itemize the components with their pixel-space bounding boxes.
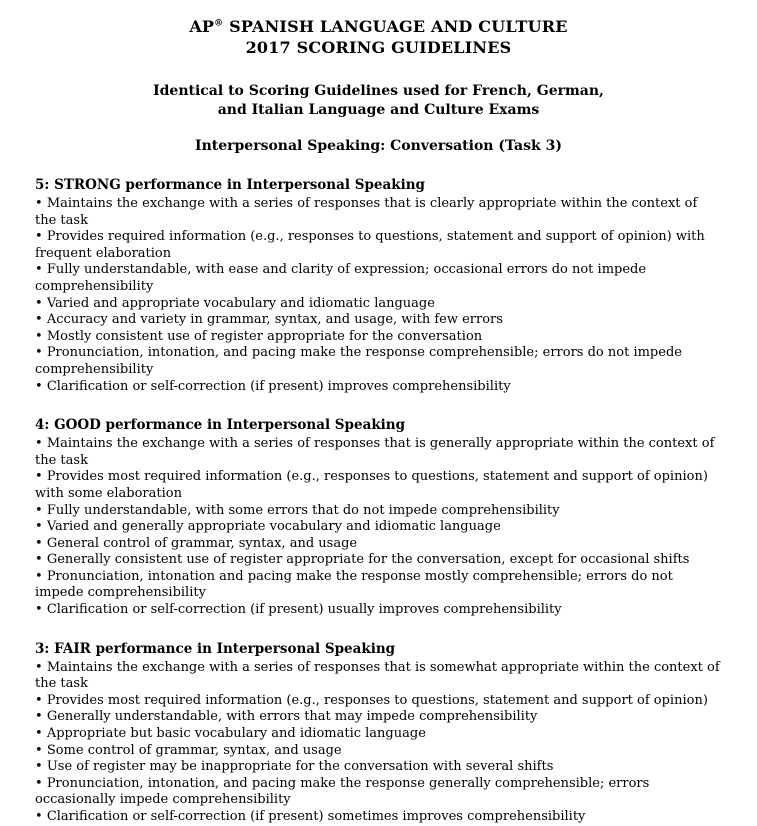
bullet-list	[35, 196, 722, 395]
section-heading: 5: STRONG performance in Interpersonal Speaking	[35, 177, 425, 193]
bullet-item: • Fully understandable, with some errors that do not impede comprehensibility	[35, 503, 722, 520]
bullet-list	[35, 436, 722, 619]
bullet-item: • Clarification or self-correction (if present) improves comprehensibility	[35, 379, 722, 396]
score-section	[35, 641, 722, 826]
title-rest: SPANISH LANGUAGE AND CULTURE	[223, 17, 568, 36]
bullet-item: • Fully understandable, with ease and clarity of expression; occasional errors do not impede comprehensibility	[35, 262, 722, 295]
bullet-item: • Use of register may be inappropriate for the conversation with several shifts	[35, 759, 722, 776]
bullet-item: • Generally understandable, with errors that may impede comprehensibility	[35, 709, 722, 726]
score-section	[35, 417, 722, 619]
document-subtitle	[35, 82, 722, 119]
bullet-item: • Maintains the exchange with a series of responses that is somewhat appropriate within the context of the task	[35, 660, 722, 693]
bullet-item: • Maintains the exchange with a series of responses that is generally appropriate within the context of the task	[35, 436, 722, 469]
section-heading: 3: FAIR performance in Interpersonal Speaking	[35, 640, 396, 657]
bullet-item: • Pronunciation, intonation, and pacing make the response generally comprehensible; errors occasionally impede comprehensibility	[35, 776, 722, 809]
registered-trademark-symbol: ®	[214, 18, 224, 29]
bullet-item: • General control of grammar, syntax, and usage	[35, 536, 722, 553]
bullet-list	[35, 660, 722, 826]
title-prefix: AP	[189, 17, 215, 36]
bullet-item: • Pronunciation, intonation, and pacing make the response comprehensible; errors do not impede comprehensibility	[35, 345, 722, 378]
bullet-item: • Provides most required information (e.g., responses to questions, statement and support of opinion)	[35, 693, 722, 710]
bullet-item: • Varied and appropriate vocabulary and idiomatic language	[35, 296, 722, 313]
score-section	[35, 177, 722, 395]
sections	[35, 177, 722, 826]
bullet-item: • Varied and generally appropriate vocabulary and idiomatic language	[35, 519, 722, 536]
document-title-line1	[35, 16, 722, 37]
section-heading: 4: GOOD performance in Interpersonal Speaking	[35, 417, 406, 434]
bullet-item: • Clarification or self-correction (if present) usually improves comprehensibility	[35, 602, 722, 619]
subtitle-line1: Identical to Scoring Guidelines used for French, German,	[153, 83, 604, 99]
bullet-item: • Pronunciation, intonation and pacing make the response mostly comprehensible; errors do not impede comprehensibility	[35, 569, 722, 602]
bullet-item: • Some control of grammar, syntax, and usage	[35, 743, 722, 760]
bullet-item: • Appropriate but basic vocabulary and idiomatic language	[35, 726, 722, 743]
document-header	[35, 16, 722, 155]
subtitle-line2: and Italian Language and Culture Exams	[217, 101, 540, 118]
bullet-item: • Accuracy and variety in grammar, syntax, and usage, with few errors	[35, 312, 722, 329]
bullet-item: • Provides most required information (e.g., responses to questions, statement and support of opinion) with some elaboration	[35, 469, 722, 502]
bullet-item: • Mostly consistent use of register appropriate for the conversation	[35, 329, 722, 346]
bullet-item: • Generally consistent use of register appropriate for the conversation, except for occasional shifts	[35, 552, 722, 569]
bullet-item: • Clarification or self-correction (if present) sometimes improves comprehensibility	[35, 809, 722, 826]
document-title-line2: 2017 SCORING GUIDELINES	[245, 38, 512, 57]
bullet-item: • Provides required information (e.g., responses to questions, statement and support of opinion) with frequent elaboration	[35, 229, 722, 262]
task-title: Interpersonal Speaking: Conversation (Task 3)	[195, 138, 562, 154]
bullet-item: • Maintains the exchange with a series of responses that is clearly appropriate within the context of the task	[35, 196, 722, 229]
